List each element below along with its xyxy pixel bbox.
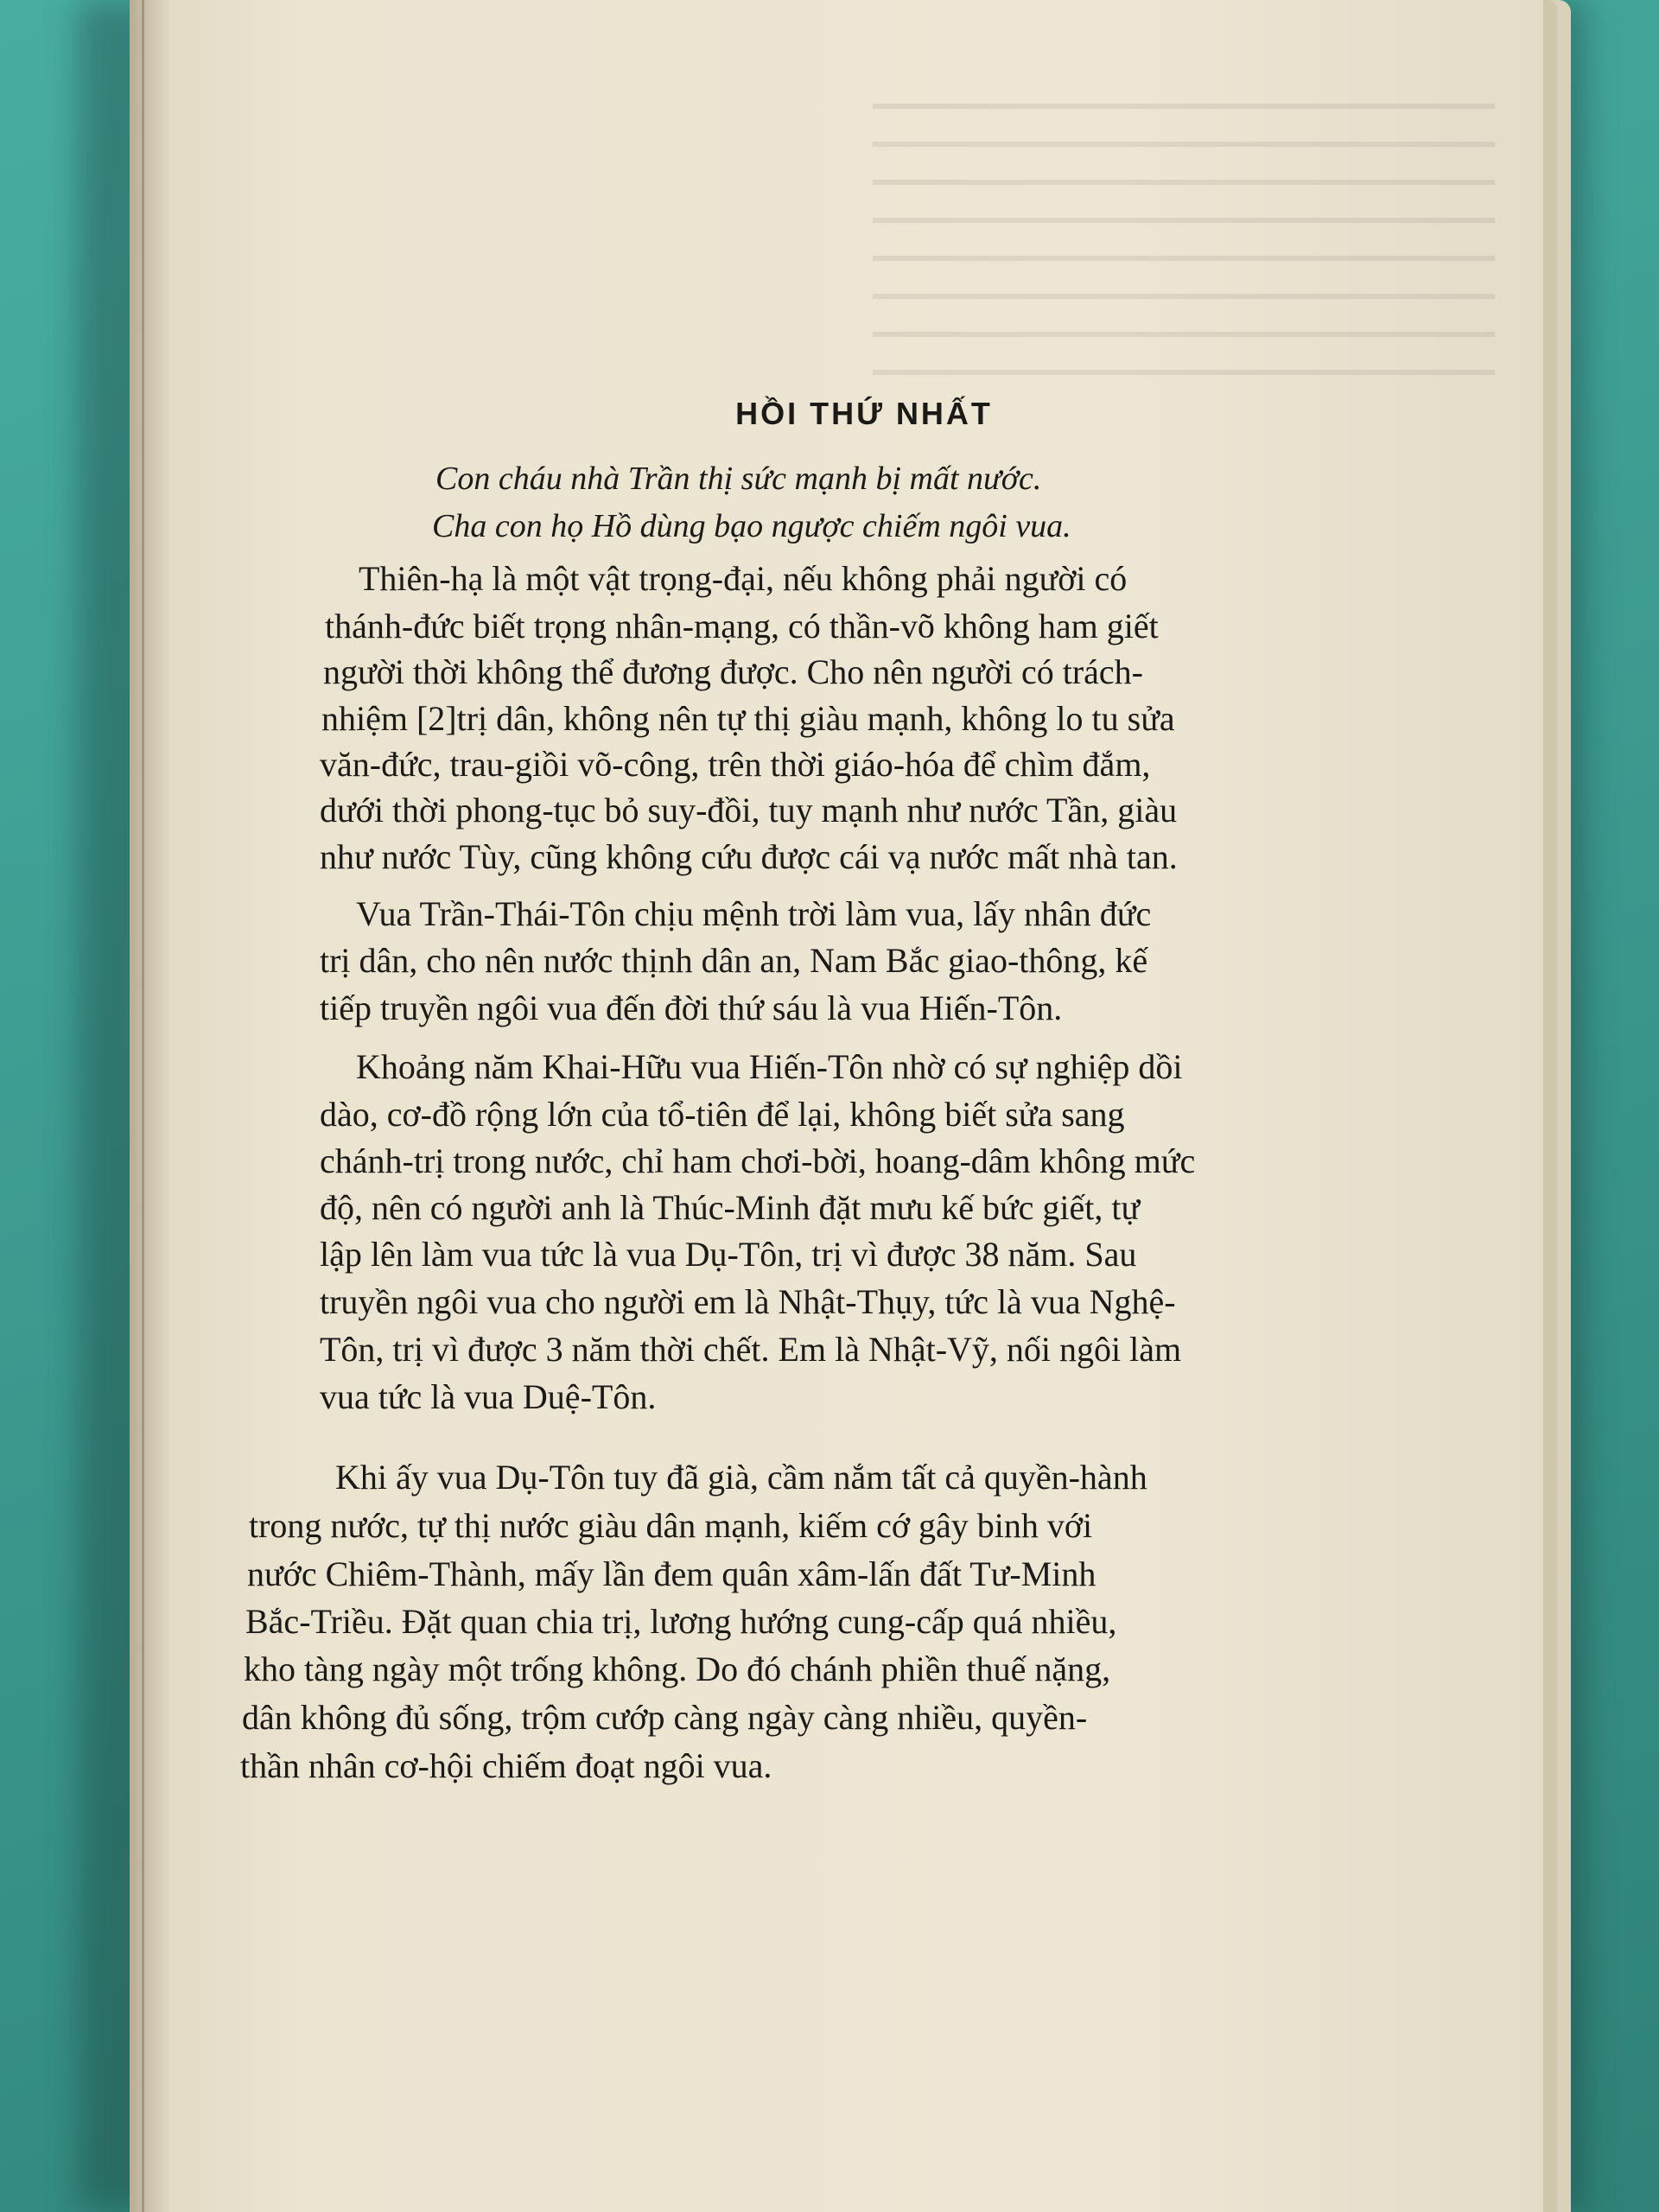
text-line: trị dân, cho nên nước thịnh dân an, Nam Bắc giao-thông, kế — [320, 941, 1148, 980]
text-line: nước Chiêm-Thành, mấy lần đem quân xâm-lấn đất Tư-Minh — [247, 1554, 1096, 1593]
text-line: Tôn, trị vì được 3 năm thời chết. Em là Nhật-Vỹ, nối ngôi làm — [320, 1330, 1182, 1369]
text-line: văn-đức, trau-giồi võ-công, trên thời giáo-hóa để chìm đắm, — [320, 745, 1151, 784]
page-content — [130, 0, 1543, 2212]
text-line: dân không đủ sống, trộm cướp càng ngày càng nhiều, quyền- — [242, 1698, 1088, 1737]
text-line: dưới thời phong-tục bỏ suy-đồi, tuy mạnh như nước Tần, giàu — [320, 791, 1178, 830]
text-line: như nước Tùy, cũng không cứu được cái vạ nước mất nhà tan. — [320, 837, 1178, 876]
text-line: chánh-trị trong nước, chỉ ham chơi-bời, hoang-dâm không mức — [320, 1141, 1196, 1180]
text-line: Bắc-Triều. Đặt quan chia trị, lương hướng cung-cấp quá nhiều, — [245, 1602, 1117, 1641]
text-line: nhiệm [2]trị dân, không nên tự thị giàu mạnh, không lo tu sửa — [321, 699, 1175, 738]
text-line: độ, nên có người anh là Thúc-Minh đặt mưu kế bức giết, tự — [320, 1188, 1141, 1227]
text-line: trong nước, tự thị nước giàu dân mạnh, kiếm cớ gây binh với — [249, 1506, 1093, 1545]
epigraph-line: Cha con họ Hồ dùng bạo ngược chiếm ngôi vua. — [432, 508, 1071, 544]
text-line: kho tàng ngày một trống không. Do đó chánh phiền thuế nặng, — [244, 1649, 1111, 1688]
book-page — [130, 0, 1543, 2212]
text-line: Thiên-hạ là một vật trọng-đại, nếu không phải người có — [359, 559, 1128, 598]
text-line: tiếp truyền ngôi vua đến đời thứ sáu là vua Hiến-Tôn. — [320, 988, 1063, 1027]
chapter-title: HỒI THỨ NHẤT — [735, 396, 993, 431]
text-line: thánh-đức biết trọng nhân-mạng, có thần-võ không ham giết — [325, 607, 1159, 645]
text-line: vua tức là vua Duệ-Tôn. — [320, 1377, 657, 1416]
epigraph-line: Con cháu nhà Trần thị sức mạnh bị mất nước. — [435, 461, 1042, 497]
text-line: lập lên làm vua tức là vua Dụ-Tôn, trị vì được 38 năm. Sau — [320, 1235, 1137, 1274]
text-line: người thời không thể đương được. Cho nên người có trách- — [323, 652, 1144, 691]
text-line: truyền ngôi vua cho người em là Nhật-Thụy, tức là vua Nghệ- — [320, 1282, 1176, 1321]
text-line: Khi ấy vua Dụ-Tôn tuy đã già, cầm nắm tất cả quyền-hành — [335, 1458, 1147, 1497]
text-line: dào, cơ-đồ rộng lớn của tổ-tiên để lại, không biết sửa sang — [320, 1095, 1125, 1134]
text-line: thần nhân cơ-hội chiếm đoạt ngôi vua. — [240, 1746, 772, 1785]
text-line: Vua Trần-Thái-Tôn chịu mệnh trời làm vua, lấy nhân đức — [356, 894, 1152, 933]
text-line: Khoảng năm Khai-Hữu vua Hiến-Tôn nhờ có sự nghiệp dồi — [356, 1047, 1183, 1086]
